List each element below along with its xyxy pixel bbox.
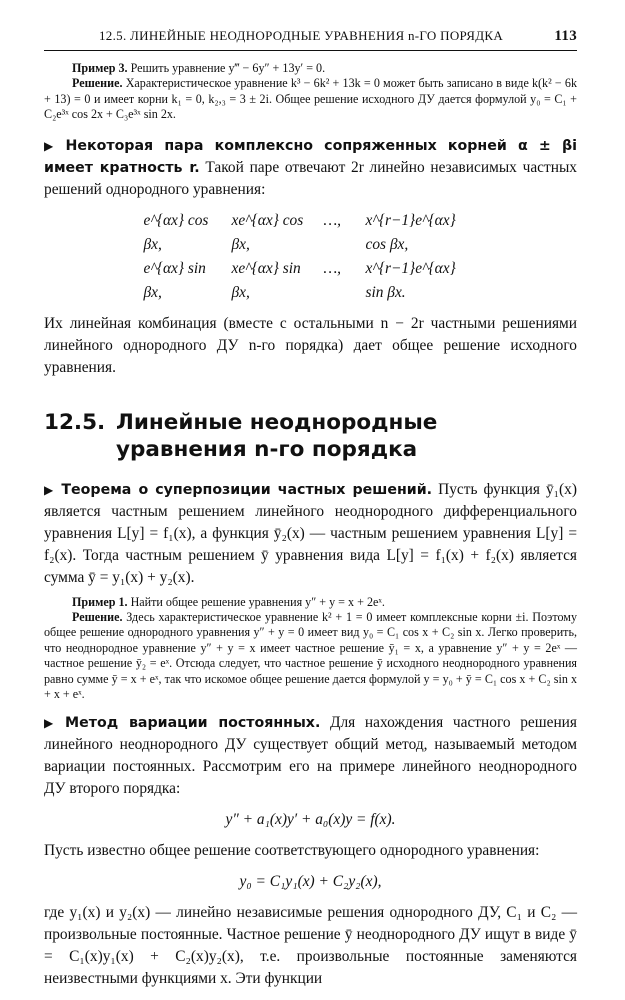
variation-text-2: Пусть известно общее решение соответствующего однородного уравнения: <box>44 842 540 860</box>
example-1-task-text: Найти общее решение уравнения y″ + y = x + 2eˣ. <box>130 594 385 609</box>
formula-cell: e^{αx} cos βx, <box>143 211 209 253</box>
formula-cell: x^{r−1}e^{αx} cos βx, <box>365 211 456 253</box>
book-page <box>44 28 577 990</box>
example-3-task <box>44 61 577 76</box>
running-head-title: 12.5. ЛИНЕЙНЫЕ НЕОДНОРОДНЫЕ УРАВНЕНИЯ n-ГО ПОРЯДКА <box>99 28 504 43</box>
section-title-line1: Линейные неоднородные <box>116 409 438 435</box>
variation-paragraph <box>44 712 577 800</box>
solutions-formula <box>44 209 577 305</box>
section-title-line2: уравнения n-го порядка <box>116 436 418 462</box>
running-head <box>44 28 577 51</box>
formula-cell: …, <box>323 211 342 229</box>
variation-formula-2: y₀ = C₁y₁(x) + C₂y₂(x), <box>239 873 382 891</box>
page-number: 113 <box>554 28 577 44</box>
example-3-label: Пример 3. <box>72 61 128 75</box>
complex-roots-after: Их линейная комбинация (вместе с остальными n − 2r частными решениями линейного однородного ДУ n-го порядка) дает общее решение исходного уравнения. <box>44 314 577 376</box>
variation-lead: Метод вариации постоянных. <box>65 715 321 732</box>
variation-block <box>44 712 577 990</box>
triangle-bullet-icon: ▶ <box>44 138 60 153</box>
superposition-paragraph <box>44 479 577 589</box>
section-title <box>116 409 437 463</box>
example-1-task <box>44 595 577 610</box>
example-3-solution <box>44 76 577 122</box>
complex-roots-text: Такой паре отвечают 2r линейно независимых частных решений однородного уравнения: <box>44 158 577 198</box>
superposition-block <box>44 479 577 589</box>
variation-formula-1: y″ + a₁(x)y′ + a₀(x)y = f(x). <box>225 811 396 829</box>
formula-cell: xe^{αx} cos βx, <box>231 211 304 253</box>
example-1-solution-text: Здесь характеристическое уравнение k² + 1 = 0 имеет комплексные корни ±i. Поэтому общее решение однородного уравнения y″ + y = 0 имеет вид y₀ = C₁ cos x + C₂ sin x. Легко проверить, что неоднородное уравнение y″ + y = x имеет частное решение ȳ₁ = x, а уравнение y″ + y = 2eˣ — частное решение ȳ₂ = eˣ. Отсюда следует, что частное решение ȳ исходного неоднородного уравнения равно сумме ȳ = x + eˣ, так что искомое общее решение дается формулой y = y₀ + ȳ = C₁ cos x + C₂ sin x + x + eˣ. <box>44 610 577 702</box>
section-heading <box>44 409 577 463</box>
complex-roots-lead: Некоторая пара комплексно сопряженных корней α ± βi имеет кратность r. <box>44 137 577 176</box>
formula-cell: x^{r−1}e^{αx} sin βx. <box>365 259 456 301</box>
formula-cell: …, <box>323 259 342 277</box>
example-3-solution-text: Характеристическое уравнение k³ − 6k² + 13k = 0 может быть записано в виде k(k² − 6k + 13) = 0 и имеет корни k₁ = 0, k₂,₃ = 3 ± 2i. Общее решение исходного ДУ дается формулой y₀ = C₁ + C₂e³ˣ cos 2x + C₃e³ˣ sin 2x. <box>44 76 577 122</box>
triangle-bullet-icon: ▶ <box>44 482 56 497</box>
formula-cell: xe^{αx} sin βx, <box>231 259 301 301</box>
complex-roots-paragraph <box>44 135 577 201</box>
example-1-label: Пример 1. <box>72 594 128 609</box>
formula-cell: e^{αx} sin βx, <box>143 259 206 301</box>
variation-text: Для нахождения частного решения линейного неоднородного ДУ существует общий метод, называемый методом вариации постоянных. Рассмотрим его на примере линейного неоднородного ДУ второго порядка: <box>44 714 577 798</box>
variation-text-3: где y₁(x) и y₂(x) — линейно независимые решения однородного ДУ, C₁ и C₂ — произвольные постоянные. Частное решение ȳ неоднородного ДУ ищут в виде ȳ = C₁(x)y₁(x) + C₂(x)y₂(x), т.е. произвольные постоянные заменяются неизвестными функциями x. Эти функции <box>44 904 577 988</box>
triangle-bullet-icon: ▶ <box>44 716 60 731</box>
example-3-task-text: Решить уравнение y‴ − 6y″ + 13y′ = 0. <box>130 61 326 75</box>
superposition-lead: Теорема о суперпозиции частных решений. <box>61 481 433 498</box>
section-number: 12.5. <box>44 409 106 435</box>
example-1-solution-label: Решение. <box>72 610 123 625</box>
example-3-solution-label: Решение. <box>72 76 123 91</box>
example-3 <box>44 61 577 123</box>
superposition-text: Пусть функция ȳ₁(x) является частным решением линейного неоднородного дифференциального уравнения L[y] = f₁(x), а функция ȳ₂(x) — частным решением уравнения L[y] = f₂(x). Тогда частным решением ȳ уравнения вида L[y] = f₁(x) + f₂(x) является сумма ȳ = y₁(x) + y₂(x). <box>44 480 577 586</box>
example-1-solution <box>44 610 577 702</box>
complex-roots-block <box>44 135 577 379</box>
example-1 <box>44 595 577 703</box>
